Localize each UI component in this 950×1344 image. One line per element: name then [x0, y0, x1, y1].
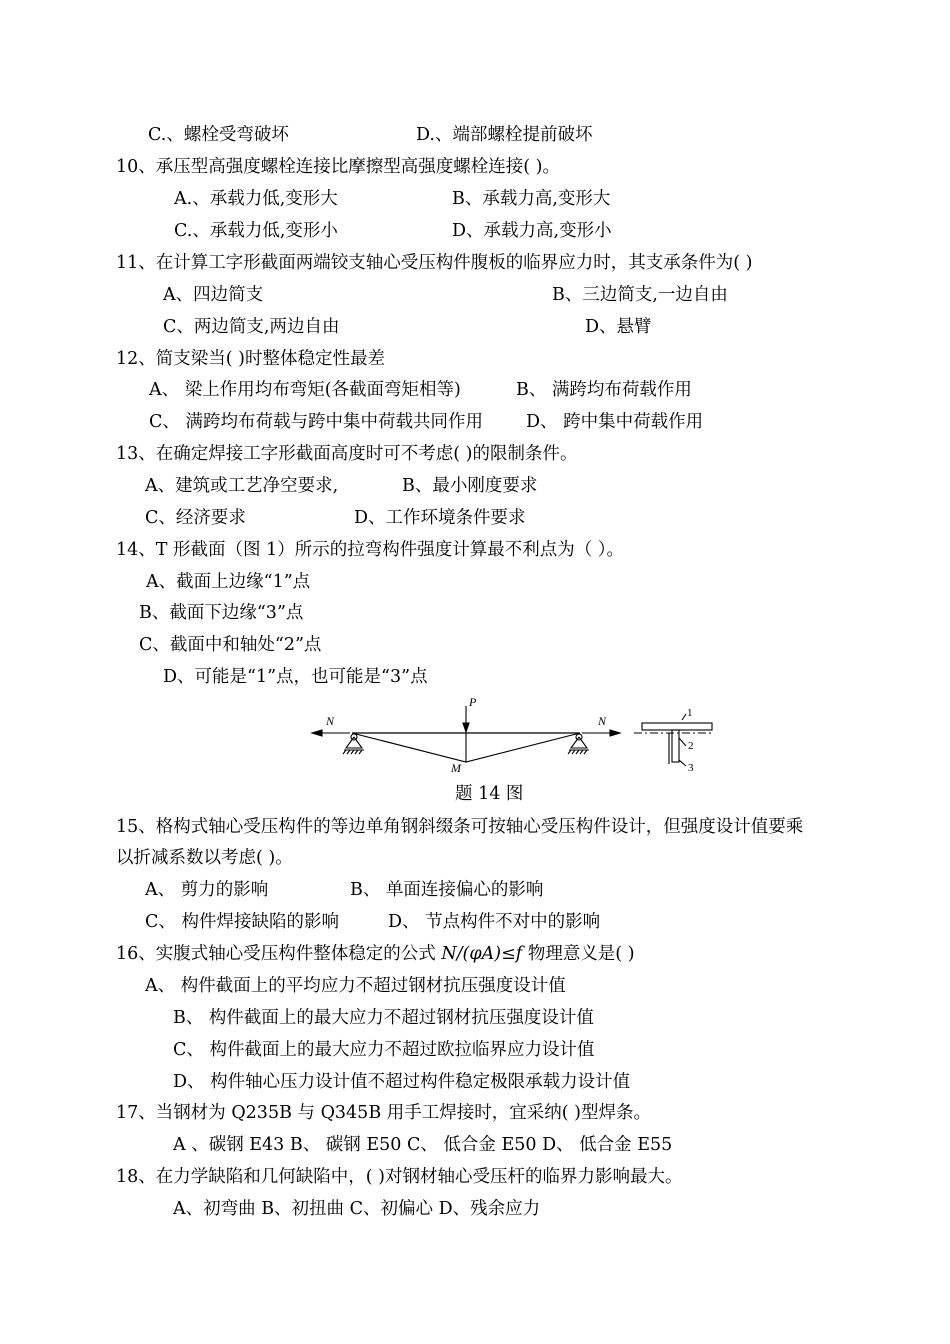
question-17: 17、当钢材为 Q235B 与 Q345B 用手工焊接时，宜采纳( )型焊条。: [116, 1103, 651, 1123]
left-axial-arrowhead: [312, 730, 322, 736]
q11-option-d: D、悬臂: [585, 317, 652, 337]
q12-option-a: A、 梁上作用均布弯矩(各截面弯矩相等): [149, 380, 461, 400]
q16-option-c: C、 构件截面上的最大应力不超过欧拉临界应力设计值: [173, 1040, 595, 1060]
q15-option-c: C、 构件焊接缺陷的影响: [145, 912, 339, 932]
label-n-left: N: [326, 714, 335, 728]
q15-option-b: B、 单面连接偏心的影响: [350, 880, 544, 900]
beam-diagram: [312, 706, 712, 766]
label-p: P: [469, 695, 477, 709]
label-n-right: N: [598, 714, 607, 728]
q10-option-b: B、承载力高,变形大: [452, 189, 611, 209]
question-13: 13、在确定焊接工字形截面高度时可不考虑( )的限制条件。: [116, 444, 578, 464]
stability-formula: N/(φA)≤f: [441, 944, 523, 964]
label-1-leader: [682, 714, 686, 720]
q11-option-b: B、三边简支,一边自由: [552, 285, 728, 305]
q11-option-a: A、四边简支: [163, 285, 264, 305]
label-3: 3: [688, 762, 694, 774]
t-section-web: [672, 730, 679, 762]
question-12: 12、简支梁当( )时整体稳定性最差: [116, 349, 385, 369]
q13-option-a: A、建筑或工艺净空要求,: [145, 476, 339, 496]
q13-option-d: D、工作环境条件要求: [354, 508, 526, 528]
right-axial-arrowhead: [610, 730, 620, 736]
q14-option-b: B、截面下边缘“3”点: [139, 603, 304, 623]
label-3-leader: [679, 760, 686, 766]
right-support-hatch: [568, 750, 587, 754]
q12-option-b: B、 满跨均布荷载作用: [516, 380, 692, 400]
q10-option-c: C.、承载力低,变形小: [174, 221, 338, 241]
figure-caption: 题 14 图: [455, 784, 524, 804]
q14-option-a: A、截面上边缘“1”点: [146, 572, 311, 592]
label-2: 2: [688, 740, 694, 752]
t-section-flange: [642, 723, 712, 730]
question-16: [116, 942, 635, 966]
q18-options: A、初弯曲 B、初扭曲 C、初偏心 D、残余应力: [173, 1199, 541, 1219]
question-11: 11、在计算工字形截面两端铰支轴心受压构件腹板的临界应力时，其支承条件为( ): [116, 253, 753, 273]
q12-option-c: C、 满跨均布荷载与跨中集中荷载共同作用: [149, 412, 483, 432]
q16-option-b: B、 构件截面上的最大应力不超过钢材抗压强度设计值: [173, 1008, 594, 1028]
label-2-leader: [679, 738, 686, 746]
left-support-hatch: [343, 750, 362, 754]
left-support: [346, 737, 362, 748]
question-10: 10、承压型高强度螺栓连接比摩擦型高强度螺栓连接( )。: [116, 157, 560, 177]
label-m: M: [451, 761, 461, 775]
question-14-figure: [308, 694, 728, 778]
question-16-text-end: 物理意义是( ): [522, 944, 635, 964]
q14-option-c: C、截面中和轴处“2”点: [139, 635, 322, 655]
q15-option-a: A、 剪力的影响: [145, 880, 269, 900]
q17-options: A 、碳钢 E43 B、 碳钢 E50 C、 低合金 E50 D、 低合金 E55: [173, 1135, 673, 1155]
q16-option-a: A、 构件截面上的平均应力不超过钢材抗压强度设计值: [145, 976, 566, 996]
question-15: 15、格构式轴心受压构件的等边单角钢斜缀条可按轴心受压构件设计，但强度设计值要乘: [116, 817, 804, 837]
q9-option-c: C.、螺栓受弯破坏: [148, 125, 289, 145]
q9-option-d: D.、端部螺栓提前破坏: [416, 125, 593, 145]
q10-option-d: D、承载力高,变形小: [452, 221, 612, 241]
q13-option-c: C、经济要求: [145, 508, 246, 528]
q11-option-c: C、两边简支,两边自由: [163, 317, 340, 337]
load-arrowhead: [463, 723, 469, 732]
question-18: 18、在力学缺陷和几何缺陷中，( )对钢材轴心受压杆的临界力影响最大。: [116, 1167, 683, 1187]
q12-option-d: D、 跨中集中荷载作用: [526, 412, 704, 432]
question-14: 14、T 形截面（图 1）所示的拉弯构件强度计算最不利点为（ ）。: [116, 540, 625, 560]
q15-option-d: D、 节点构件不对中的影响: [388, 912, 601, 932]
right-support: [571, 737, 587, 748]
q10-option-a: A.、承载力低,变形大: [174, 189, 338, 209]
q13-option-b: B、最小刚度要求: [402, 476, 538, 496]
label-1: 1: [687, 707, 693, 719]
question-15-continued: 以折减系数以考虑( )。: [116, 848, 293, 868]
q14-option-d: D、可能是“1”点，也可能是“3”点: [163, 667, 428, 687]
question-16-text: 16、实腹式轴心受压构件整体稳定的公式: [116, 944, 442, 964]
q16-option-d: D、 构件轴心压力设计值不超过构件稳定极限承载力设计值: [173, 1072, 631, 1092]
